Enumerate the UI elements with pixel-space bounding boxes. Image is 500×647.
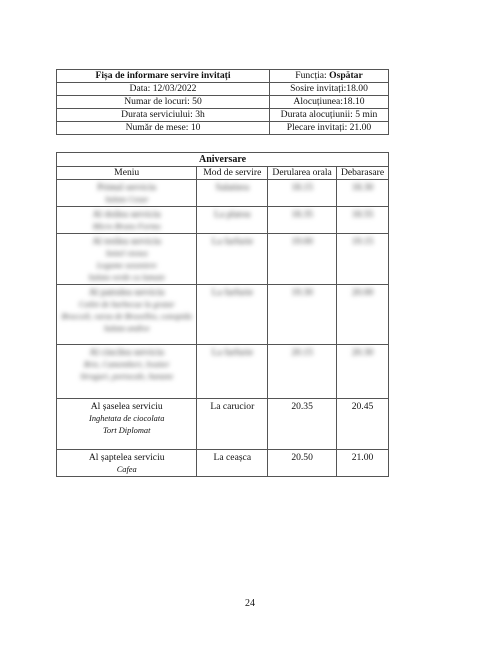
event-title: Aniversare xyxy=(57,153,389,167)
sheet-title-cell xyxy=(57,70,270,83)
seats-cell: Numar de locuri: 50 xyxy=(57,96,270,109)
course-dish: Legume sezoniere xyxy=(96,261,157,270)
header-service-mode: Mod de servire xyxy=(197,167,268,180)
course-clearing: 18.30 xyxy=(337,180,389,207)
course-row xyxy=(57,234,389,285)
course-row xyxy=(57,345,389,399)
course-dish: Brie, Camembert, Svaiter xyxy=(83,360,170,369)
page-number: 24 xyxy=(245,598,255,609)
course-time: 20.15 xyxy=(268,345,337,399)
course-menu-cell xyxy=(57,345,197,399)
header-time: Derularea orala xyxy=(268,167,337,180)
course-row xyxy=(57,399,389,450)
date-cell: Data: 12/03/2022 xyxy=(57,83,270,96)
course-name: Al șaptelea serviciu xyxy=(88,452,165,463)
course-time: 20.35 xyxy=(268,399,337,450)
speech-cell: Alocuțiunea:18.10 xyxy=(270,96,389,109)
course-dish: Inghetata de ciocolata xyxy=(89,414,165,423)
course-name: Al cincilea serviciu xyxy=(89,347,164,358)
course-clearing: 18.55 xyxy=(337,207,389,234)
course-dish: Cotlet de barbecue la gratar xyxy=(78,300,175,309)
menu-table xyxy=(56,152,389,477)
course-dish: Salata andive xyxy=(103,324,150,333)
course-name: Al treilea serviciu xyxy=(92,236,162,247)
course-service-mode: Salatiera xyxy=(197,180,268,207)
course-menu-cell xyxy=(57,450,197,477)
course-service-mode: La farfurie xyxy=(197,234,268,285)
course-time: 20.50 xyxy=(268,450,337,477)
course-dish: Micro Bruno Formo xyxy=(92,222,161,231)
course-dish: Struguri, portocale, banane xyxy=(80,372,174,381)
function-label: Funcția: xyxy=(295,70,330,81)
course-time: 18.35 xyxy=(268,207,337,234)
course-clearing: 21.00 xyxy=(337,450,389,477)
function-cell xyxy=(270,70,389,83)
course-dish: Salata Cezar xyxy=(104,195,149,204)
service-duration-cell: Durata serviciului: 3h xyxy=(57,109,270,122)
course-service-mode: La platou xyxy=(197,207,268,234)
course-name: Al patrulea serviciu xyxy=(88,287,165,298)
tables-cell: Număr de mese: 10 xyxy=(57,122,270,135)
info-table xyxy=(56,69,389,135)
speech-duration-cell: Durata alocuțiunii: 5 min xyxy=(270,109,389,122)
course-clearing: 19.15 xyxy=(337,234,389,285)
course-name: Al șaselea serviciu xyxy=(90,401,163,412)
course-dish: Tort Diplomat xyxy=(103,426,151,435)
course-menu-cell xyxy=(57,285,197,345)
course-service-mode: La farfurie xyxy=(197,285,268,345)
course-row xyxy=(57,450,389,477)
departure-cell: Plecare invitați: 21.00 xyxy=(270,122,389,135)
course-name: Al doilea serviciu xyxy=(92,209,161,220)
course-dish: Snitel vienez xyxy=(105,249,148,258)
course-clearing: 20.45 xyxy=(337,399,389,450)
course-menu-cell xyxy=(57,399,197,450)
course-dish: Salata verde cu lamaie xyxy=(88,273,166,282)
arrival-cell: Sosire invitați:18.00 xyxy=(270,83,389,96)
course-service-mode: La carucior xyxy=(197,399,268,450)
course-time: 18.15 xyxy=(268,180,337,207)
header-clearing: Debarasare xyxy=(337,167,389,180)
course-dish: Cafea xyxy=(116,465,137,474)
course-name: Primul serviciu xyxy=(97,182,157,193)
course-row xyxy=(57,207,389,234)
course-menu-cell xyxy=(57,180,197,207)
course-dish: Broccoli, varza de Bruxelles, conopida xyxy=(61,312,192,321)
sheet-title: Fișa de informare servire invitați xyxy=(95,70,231,81)
course-service-mode: La farfurie xyxy=(197,345,268,399)
course-clearing: 20.30 xyxy=(337,345,389,399)
course-row xyxy=(57,285,389,345)
course-time: 19.00 xyxy=(268,234,337,285)
course-clearing: 20.00 xyxy=(337,285,389,345)
course-menu-cell xyxy=(57,234,197,285)
course-list xyxy=(57,180,389,477)
course-service-mode: La ceașca xyxy=(197,450,268,477)
function-value: Ospătar xyxy=(329,70,363,81)
course-time: 19.30 xyxy=(268,285,337,345)
course-row xyxy=(57,180,389,207)
header-menu: Meniu xyxy=(57,167,197,180)
course-menu-cell xyxy=(57,207,197,234)
